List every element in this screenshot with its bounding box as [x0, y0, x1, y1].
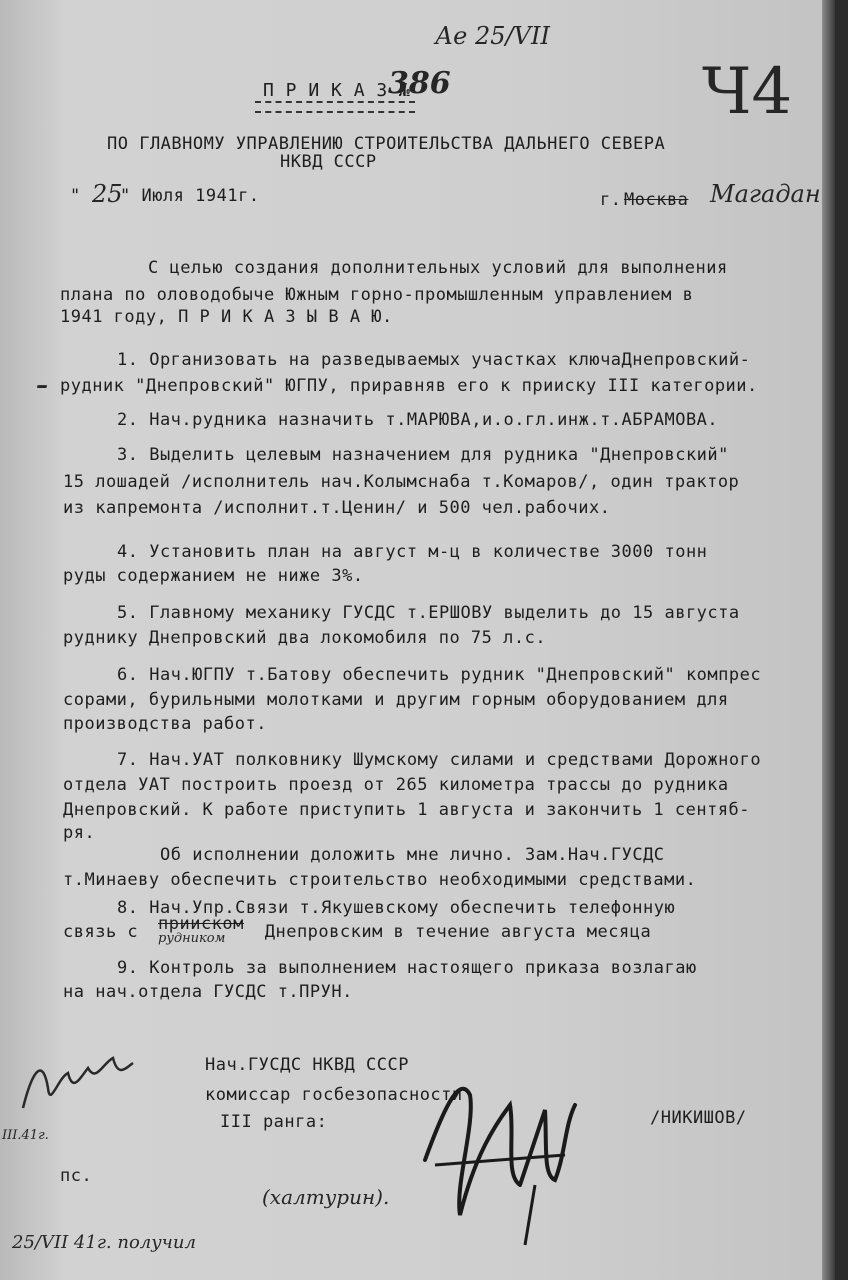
signature-line-1: Нач.ГУСДС НКВД СССР [205, 1055, 409, 1075]
item-5-line-1: 5. Главному механику ГУСДС т.ЕРШОВУ выделить до 15 августа [117, 603, 740, 623]
intro-line-1: С целью создания дополнительных условий для выполнения [148, 258, 728, 278]
item-9-line-2: на нач.отдела ГУСДС т.ПРУН. [63, 982, 353, 1002]
signer-name: /НИКИШОВ/ [650, 1108, 747, 1128]
item-7-line-2: отдела УАТ построить проезд от 265 километра трассы до рудника [63, 775, 729, 795]
item-3-line-2: 15 лошадей /исполнитель нач.Колымснаба т.Комаров/, один трактор [63, 472, 740, 492]
top-handwritten-mark: Ае 25/VII [435, 22, 550, 50]
intro-line-3: 1941 году, П Р И К А З Ы В А Ю. [60, 307, 393, 327]
handwritten-signature [415, 1065, 605, 1255]
city-struck: Москва [624, 190, 689, 210]
item-1-line-2: рудник "Днепровский" ЮГПУ, приравняв его к прииску III категории. [60, 376, 758, 396]
item-7-line-4: ря. [63, 823, 96, 843]
item-1-line-1: 1. Организовать на разведываемых участках ключаДнепровский- [117, 350, 751, 370]
page-edge [822, 0, 835, 1280]
handwritten-receipt-note: 25/VII 41г. получил [12, 1232, 196, 1253]
signature-line-2: комиссар госбезопасности [205, 1085, 463, 1105]
order-number: 386 [388, 66, 451, 101]
item-6-line-2: сорами, бурильными молотками и другим горным оборудованием для [63, 690, 729, 710]
signature-line-3: III ранга: [220, 1112, 328, 1132]
handwritten-name: (халтурин). [262, 1185, 390, 1209]
item-4-line-2: руды содержанием не ниже 3%. [63, 566, 364, 586]
title-underline [255, 101, 415, 113]
item-6-line-3: производства работ. [63, 714, 267, 734]
item-6-line-1: 6. Нач.ЮГПУ т.Батову обеспечить рудник "Днепровский" компрес [117, 665, 762, 685]
item-3-line-3: из капремонта /исполнит.т.Ценин/ и 500 чел.рабочих. [63, 498, 611, 518]
margin-handwritten-date: III.41г. [2, 1128, 49, 1143]
item-7-line-1: 7. Нач.УАТ полковнику Шумскому силами и средствами Дорожного [117, 750, 762, 770]
corner-handwritten-mark: Ч4 [702, 55, 793, 129]
item-8-struck-word: прииском [158, 914, 244, 934]
date-day: 25 [92, 180, 123, 208]
item-8-line-2-start: связь с [63, 922, 149, 942]
item-9-line-1: 9. Контроль за выполнением настоящего приказа возлагаю [117, 958, 697, 978]
date-open-quote: " [70, 186, 81, 206]
item-3-line-1: 3. Выделить целевым назначением для рудника "Днепровский" [117, 445, 729, 465]
city-handwritten: Магадан [710, 180, 821, 208]
header-line-2: НКВД СССР [280, 152, 377, 172]
margin-handwritten-initials [18, 1048, 138, 1128]
item-2-line-1: 2. Нач.рудника назначить т.МАРЮВА,и.о.гл.инж.т.АБРАМОВА. [117, 410, 719, 430]
item-8-line-2-end: Днепровским в течение августа месяца [254, 922, 652, 942]
city-prefix: г. [600, 190, 622, 210]
item-7-line-3: Днепровский. К работе приступить 1 августа и закончить 1 сентяб- [63, 800, 751, 820]
item-5-line-2: руднику Днепровский два локомобиля по 75 л.с. [63, 628, 547, 648]
report-line-1: Об исполнении доложить мне лично. Зам.Нач.ГУСДС [160, 845, 665, 865]
report-line-2: т.Минаеву обеспечить строительство необходимыми средствами. [63, 870, 697, 890]
intro-line-2: плана по оловодобыче Южным горно-промышленным управлением в [60, 285, 694, 305]
header-line-1: ПО ГЛАВНОМУ УПРАВЛЕНИЮ СТРОИТЕЛЬСТВА ДАЛЬНЕГО СЕВЕРА [107, 134, 666, 154]
item-8-inserted-word: рудником [158, 931, 226, 946]
item-4-line-1: 4. Установить план на август м-ц в количестве 3000 тонн [117, 542, 708, 562]
page-title: П Р И К А З № [263, 80, 411, 101]
item-8-line-1: 8. Нач.Упр.Связи т.Якушевскому обеспечить телефонную [117, 898, 676, 918]
ps-label: пс. [60, 1166, 93, 1186]
date-text: " Июля 1941г. [120, 186, 260, 206]
margin-dash-mark: – [36, 370, 48, 399]
